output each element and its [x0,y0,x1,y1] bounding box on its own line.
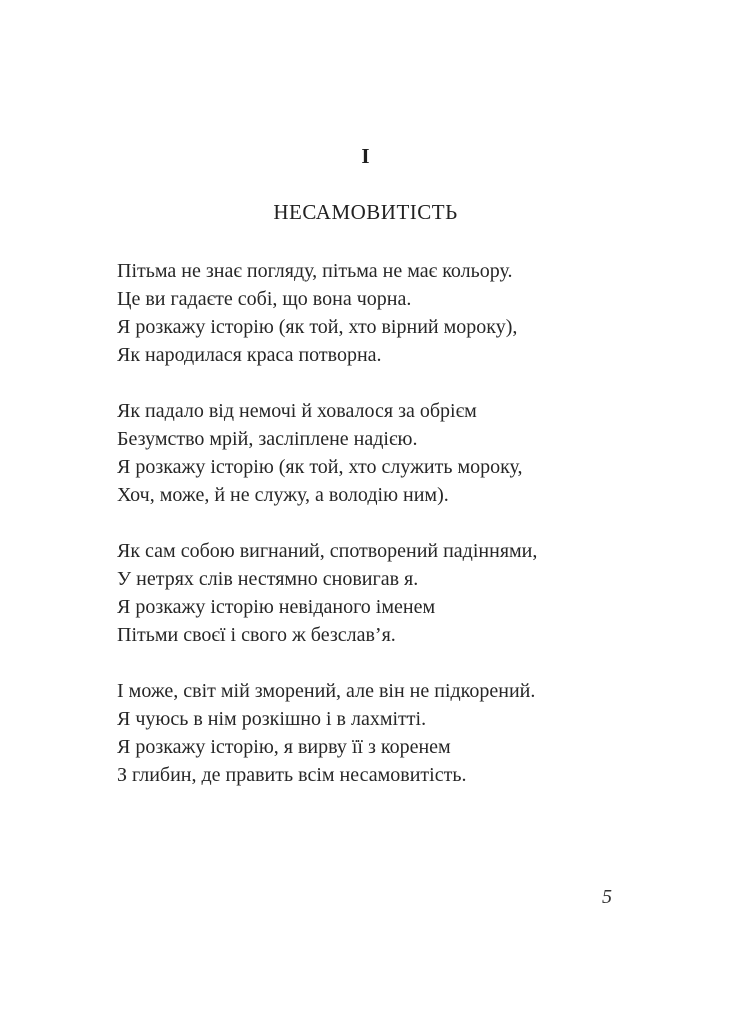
poem-line: Як народилася краса потворна. [117,344,382,366]
poem-title: НЕСАМОВИТІСТЬ [273,200,458,224]
poem-line: Я розкажу історію (як той, хто вірний мороку), [117,316,518,338]
poem-line: Як сам собою вигнаний, спотворений падіннями, [117,540,538,562]
stanza-1 [117,257,637,369]
stanza-4 [117,677,637,789]
section-number: I [361,144,370,168]
stanza-3 [117,537,637,649]
poem-line: У нетрях слів нестямно сновигав я. [117,568,419,590]
poem-line: Я розкажу історію, я вирву її з коренем [117,736,451,758]
poem-line: Я розкажу історію (як той, хто служить мороку, [117,456,523,478]
stanza-2 [117,397,637,509]
poem-body [117,257,637,817]
page-number: 5 [602,886,612,908]
poem-line: З глибин, де править всім несамовитість. [117,764,467,786]
poem-line: Це ви гадаєте собі, що вона чорна. [117,288,412,310]
poem-line: І може, світ мій зморений, але він не підкорений. [117,680,536,702]
poem-line: Як падало від немочі й ховалося за обрієм [117,400,477,422]
poem-line: Хоч, може, й не служу, а володію ним). [117,484,449,506]
poem-line: Безумство мрій, засліплене надією. [117,428,418,450]
poem-line: Пітьми своєї і свого ж безслав’я. [117,624,396,646]
poem-line: Я чуюсь в нім розкішно і в лахмітті. [117,708,427,730]
poem-line: Я розкажу історію невіданого іменем [117,596,436,618]
poem-line: Пітьма не знає погляду, пітьма не має кольору. [117,260,513,282]
